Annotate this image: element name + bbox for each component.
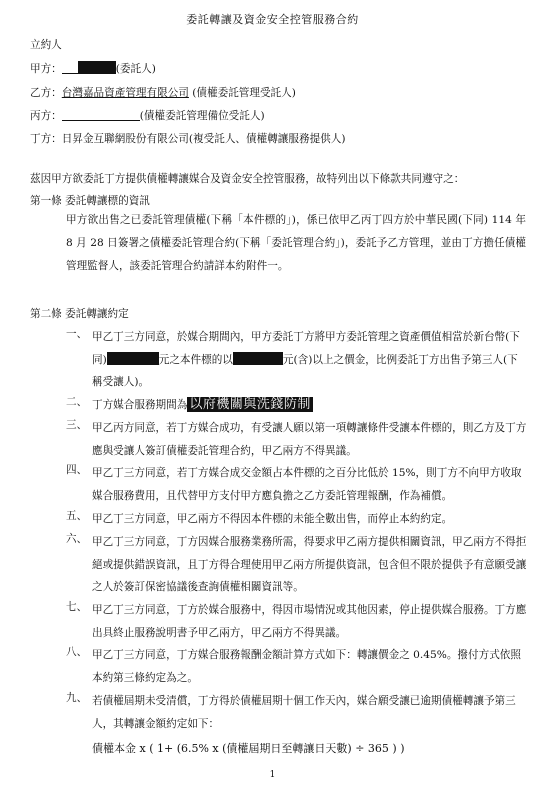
clause-1-text-c: 元(含)以上之價金，比例委託丁方出售予第三人(下稱受讓人)。 — [92, 353, 518, 388]
clause-number: 七、 — [66, 601, 88, 613]
clause-number: 二、 — [66, 396, 88, 408]
article-1-heading: 第一條 委託轉讓標的資訊 — [30, 195, 150, 207]
party-c-blank — [62, 108, 140, 121]
party-d-line: 丁方：日昇金互聯網股份有限公司(複受託人、債權轉讓服務提供人) — [30, 133, 346, 145]
party-c-suffix: (債權委託管理備位受託人) — [139, 110, 265, 122]
parties-label: 立約人 — [30, 39, 62, 51]
clause-number: 九、 — [66, 692, 88, 704]
clause-text: 若債權屆期未受清償，丁方得於債權屆期十個工作天內，媒合願受讓已逾期債權轉讓予第三人，其轉讓金額約定如下： — [92, 695, 516, 730]
clause-text: 甲乙丁三方同意，甲乙兩方不得因本件標的未能全數出售，而停止本約約定。 — [92, 513, 453, 525]
clause-2-highlight: 以府機關與洗錢防制 — [189, 397, 311, 412]
clause-number: 五、 — [66, 510, 88, 522]
clause-text — [92, 326, 528, 394]
party-a-blank — [62, 61, 78, 74]
party-c-prefix: 丙方： — [30, 110, 62, 122]
clause-text — [92, 394, 528, 417]
party-a-suffix: (委託人) — [115, 63, 156, 75]
preamble: 茲因甲方欲委託丁方提供債權轉讓媒合及資金安全控管服務，故特列出以下條款共同遵守之： — [30, 173, 465, 185]
clause-text: 甲乙丁三方同意，丁方因媒合服務業務所需，得要求甲乙兩方提供相關資訊，甲乙兩方不得拒絕或提供錯誤資訊，且丁方得合理使用甲乙兩方所提供資訊，包含但不限於提供予有意願受讓之人於簽訂保密協議後查詢債權相關資訊等。 — [92, 536, 527, 593]
party-b-prefix: 乙方： — [30, 87, 62, 99]
article-2-heading: 第二條 委託轉讓約定 — [30, 308, 129, 320]
clause-text: 甲乙丁三方同意，若丁方媒合成交金額占本件標的之百分比低於 15%，則丁方不向甲方收取媒合服務費用，且代替甲方支付甲方應負擔之乙方委託管理報酬，作為補償。 — [92, 467, 522, 502]
party-a-redaction — [78, 61, 116, 74]
party-c-line — [30, 108, 265, 123]
party-b-suffix: (債權委託管理受託人) — [188, 87, 296, 99]
clause-number: 四、 — [66, 464, 88, 476]
party-a-line — [30, 61, 156, 76]
clause-text: 甲乙丁三方同意，丁方於媒合服務中，得因市場情況或其他因素，停止提供媒合服務。丁方應出具終止服務說明書予甲乙兩方，甲乙兩方不得異議。 — [92, 604, 527, 639]
clause-text: 甲乙丙方同意，若丁方媒合成功，有受讓人願以第一項轉讓條件受讓本件標的，則乙方及丁方應與受讓人簽訂債權委託管理合約，甲乙兩方不得異議。 — [92, 422, 527, 457]
amount-redaction-2 — [233, 352, 283, 365]
clause-1-text-a: 甲乙丁三方同意，於媒合期間內，甲方委託丁方將甲方委託管理之資產價值相當於新台幣(下同) — [92, 331, 520, 366]
transfer-formula: 債權本金 x ( 1+ (6.5% x (債權屆期日至轉讓日天數) ÷ 365 ) ) — [92, 742, 405, 755]
document-title: 委託轉讓及資金安全控管服務合約 — [186, 13, 359, 26]
clause-number: 六、 — [66, 533, 88, 545]
clause-1-text-b: 元之本件標的以 — [158, 353, 233, 366]
clause-2-text: 丁方媒合服務期間為 — [92, 399, 188, 411]
clause-number: 三、 — [66, 419, 88, 431]
party-b-name: 台灣嘉品資產管理有限公司 — [61, 87, 189, 99]
page-number: 1 — [269, 770, 276, 780]
party-a-prefix: 甲方： — [30, 63, 62, 75]
clause-text: 甲乙丁三方同意，丁方媒合服務報酬金額計算方式如下：轉讓價金之 0.45%。撥付方式依照本約第三條約定為之。 — [92, 649, 521, 684]
clause-number: 一、 — [66, 328, 88, 340]
amount-redaction-1 — [107, 352, 159, 365]
clause-number: 八、 — [66, 646, 88, 658]
article-1-body: 甲方欲出售之已委託管理債權(下稱「本件標的」)，係已依甲乙丙丁四方於中華民國(下同) 114 年 8 月 28 日簽署之債權委託管理合約(下稱「委託管理合約」)，委託予乙方管理，並由丁方擔任債權管理監督人，該委託管理合約請詳本約附件一。 — [66, 214, 526, 272]
party-b-line — [30, 85, 296, 100]
